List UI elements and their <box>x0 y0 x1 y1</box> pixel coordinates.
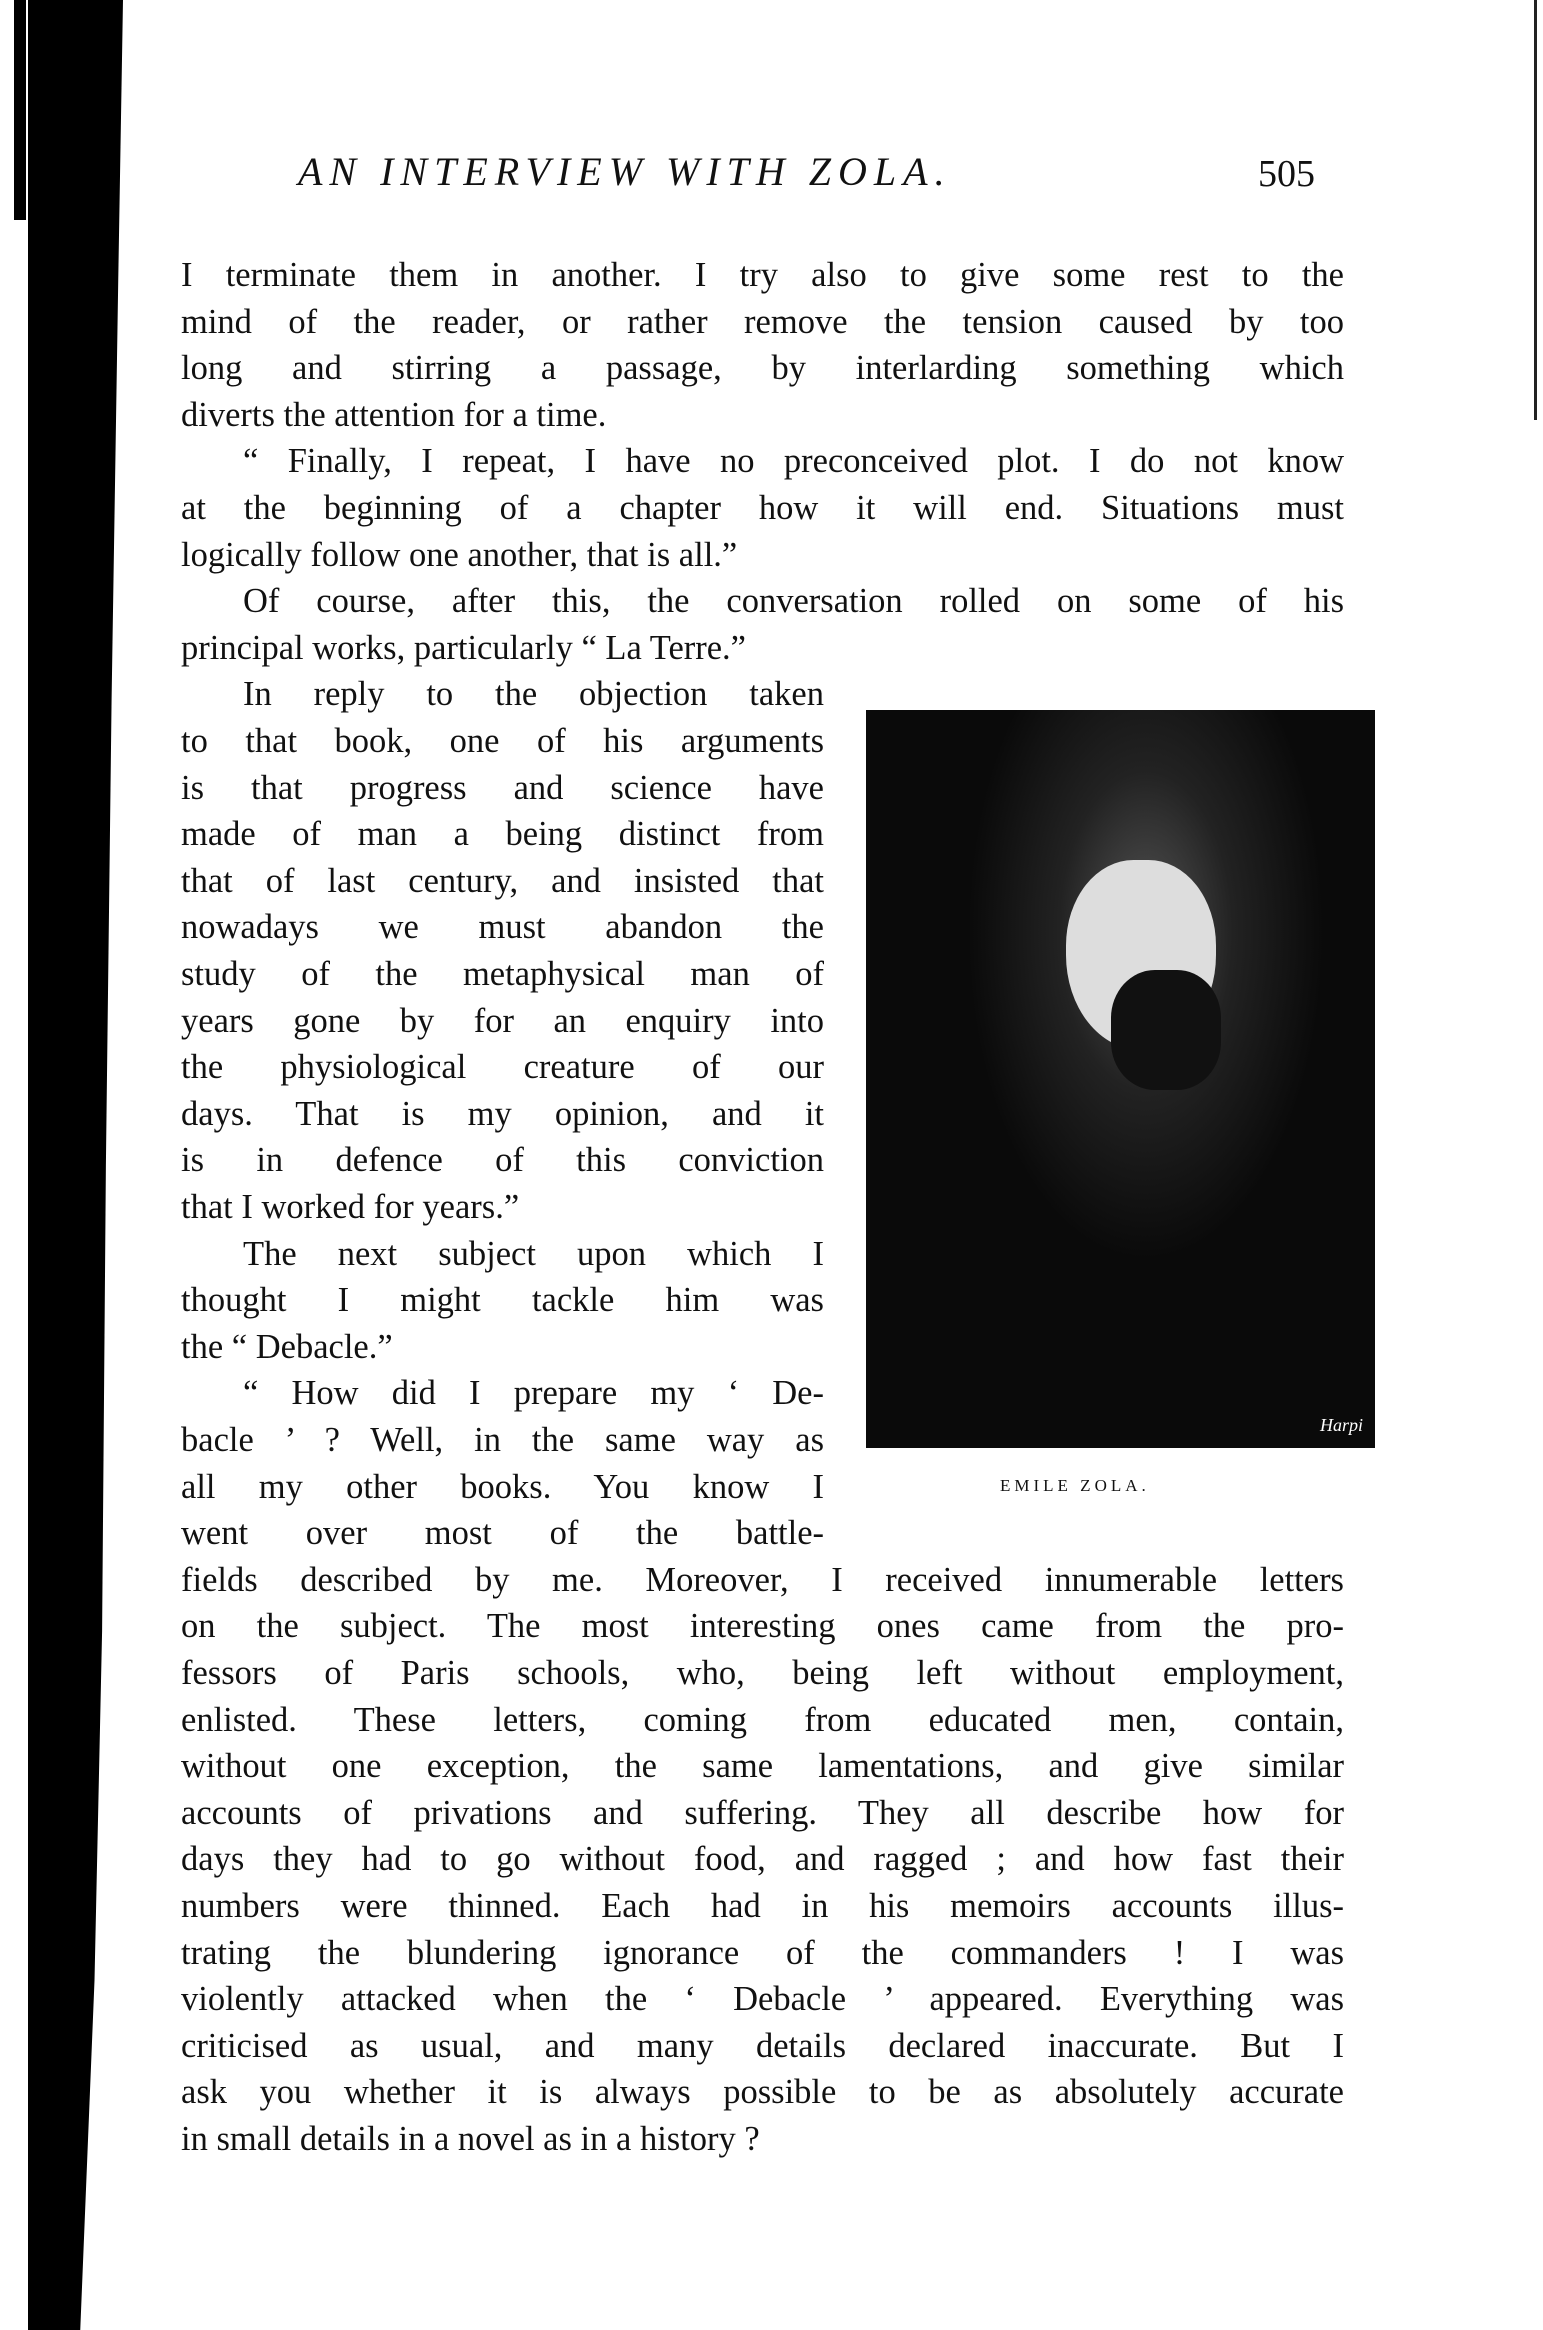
text-line: trating the blundering ignorance of the commanders ! I was <box>181 1933 1344 1972</box>
text-line: went over most of the battle- <box>181 1514 824 1553</box>
text-line: accounts of privations and suffering. They all describe how for <box>181 1793 1344 1832</box>
scan-binding-edge <box>28 0 123 2330</box>
text-line: fessors of Paris schools, who, being left without employment, <box>181 1654 1344 1692</box>
text-line: days. That is my opinion, and it <box>181 1094 824 1133</box>
text-line: enlisted. These letters, coming from educated men, contain, <box>181 1700 1344 1739</box>
text-line: fields described by me. Moreover, I received innumerable letters <box>181 1560 1344 1599</box>
portrait-beard <box>1111 970 1221 1090</box>
text-line: that I worked for years.” <box>181 1188 520 1226</box>
text-line: Of course, after this, the conversation rolled on some of his <box>243 582 1344 621</box>
text-line: made of man a being distinct from <box>181 815 824 854</box>
figure-caption: EMILE ZOLA. <box>1000 1476 1150 1495</box>
text-line: “ Finally, I repeat, I have no preconceived plot. I do not know <box>243 442 1344 481</box>
text-line: ask you whether it is always possible to be as absolutely accurate <box>181 2073 1344 2112</box>
text-line: violently attacked when the ‘ Debacle ’ appeared. Everything was <box>181 1980 1344 2019</box>
text-line: nowadays we must abandon the <box>181 908 824 947</box>
text-line: “ How did I prepare my ‘ De- <box>243 1374 824 1413</box>
engraver-signature: Harpi <box>1319 1415 1363 1435</box>
text-line: at the beginning of a chapter how it will end. Situations must <box>181 489 1344 527</box>
text-line: is in defence of this conviction <box>181 1141 824 1180</box>
text-line: is that progress and science have <box>181 768 824 807</box>
text-line: on the subject. The most interesting ones came from the pro- <box>181 1607 1344 1646</box>
text-line: mind of the reader, or rather remove the tension caused by too <box>181 302 1344 341</box>
text-line: days they had to go without food, and ragged ; and how fast their <box>181 1840 1344 1879</box>
text-line: the “ Debacle.” <box>181 1327 393 1366</box>
text-line: the physiological creature of our <box>181 1048 824 1087</box>
portrait-photo <box>866 710 1375 1448</box>
scan-binding-edge-strip <box>14 0 26 220</box>
text-line: criticised as usual, and many details declared inaccurate. But I <box>181 2026 1344 2065</box>
text-line: without one exception, the same lamentations, and give similar <box>181 1747 1344 1786</box>
text-line: long and stirring a passage, by interlarding something which <box>181 349 1344 388</box>
text-line: thought I might tackle him was <box>181 1281 824 1320</box>
text-line: In reply to the objection taken <box>243 675 824 714</box>
text-line: diverts the attention for a time. <box>181 395 607 434</box>
text-line: years gone by for an enquiry into <box>181 1001 824 1040</box>
text-line: to that book, one of his arguments <box>181 722 824 760</box>
text-line: numbers were thinned. Each had in his memoirs accounts illus- <box>181 1887 1344 1925</box>
text-line: I terminate them in another. I try also to give some rest to the <box>181 256 1344 294</box>
text-line: in small details in a novel as in a history ? <box>181 2120 760 2158</box>
text-line: bacle ’ ? Well, in the same way as <box>181 1421 824 1459</box>
text-line: The next subject upon which I <box>243 1234 824 1273</box>
running-header: AN INTERVIEW WITH ZOLA. <box>298 149 952 194</box>
text-line: that of last century, and insisted that <box>181 861 824 900</box>
page-number: 505 <box>1258 153 1315 195</box>
text-line: principal works, particularly “ La Terre.” <box>181 628 746 667</box>
text-line: study of the metaphysical man of <box>181 955 824 993</box>
text-line: logically follow one another, that is all.” <box>181 535 738 574</box>
scan-right-edge <box>1534 0 1537 420</box>
text-line: all my other books. You know I <box>181 1467 824 1506</box>
